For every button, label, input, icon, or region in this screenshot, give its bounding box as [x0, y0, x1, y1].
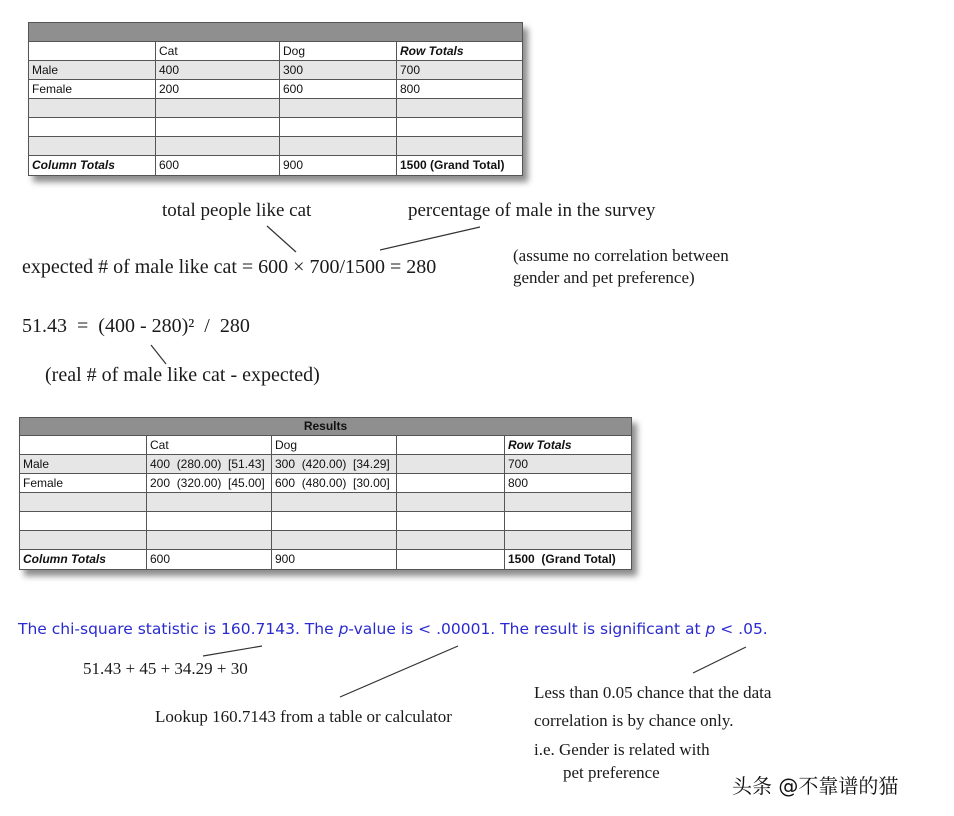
- column-totals-row: [29, 156, 523, 176]
- table-cell: [147, 493, 272, 512]
- lookup-note: Lookup 160.7143 from a table or calculator: [155, 707, 452, 726]
- table-row: [20, 531, 632, 550]
- table-cell: 700: [505, 455, 632, 474]
- table-row: [29, 137, 523, 156]
- result-text: < .05.: [715, 620, 768, 638]
- table-cell: [397, 493, 505, 512]
- significance-note-line2: correlation is by chance only.: [534, 711, 734, 730]
- header-cell: Row Totals: [505, 436, 632, 455]
- table-row: [20, 455, 632, 474]
- table-cell: [272, 493, 397, 512]
- chi-term-formula: 51.43 = (400 - 280)² / 280: [22, 315, 250, 337]
- table-cell: [20, 493, 147, 512]
- table-cell: 700: [397, 61, 523, 80]
- header-cell: Cat: [156, 42, 280, 61]
- table-row: [29, 118, 523, 137]
- table-cell: [147, 531, 272, 550]
- table-cell: [397, 531, 505, 550]
- table-title-bar: [20, 418, 632, 436]
- table-cell: 300: [280, 61, 397, 80]
- header-cell: [397, 436, 505, 455]
- assumption-note-line2: gender and pet preference): [513, 268, 695, 287]
- table-cell: [156, 137, 280, 156]
- pointer-line: [267, 226, 296, 252]
- table-cell: [505, 531, 632, 550]
- table-cell: [397, 455, 505, 474]
- table-cell: [397, 118, 523, 137]
- table-cell: 400: [156, 61, 280, 80]
- header-cell: Cat: [147, 436, 272, 455]
- total-people-like-cat-note: total people like cat: [162, 200, 312, 221]
- conclusion-line2: pet preference: [563, 763, 660, 782]
- table-cell: 400 (280.00) [51.43]: [147, 455, 272, 474]
- observed-table: [28, 22, 523, 176]
- chi-square-result-sentence: [18, 620, 768, 638]
- table-header-row: [29, 42, 523, 61]
- table-cell: 1500 (Grand Total): [397, 156, 523, 176]
- table-cell: [156, 118, 280, 137]
- pointer-line: [203, 646, 262, 656]
- table-title-bar: [29, 23, 523, 42]
- significance-note-line1: Less than 0.05 chance that the data: [534, 683, 772, 702]
- results-table-grid: [19, 417, 632, 570]
- table-cell: [147, 512, 272, 531]
- expected-formula: expected # of male like cat = 600 × 700/1500 = 280: [22, 256, 437, 278]
- table-cell: Male: [20, 455, 147, 474]
- table-cell: 600: [156, 156, 280, 176]
- table-cell: [397, 550, 505, 570]
- assumption-note-line1: (assume no correlation between: [513, 246, 729, 265]
- header-cell: Row Totals: [397, 42, 523, 61]
- table-cell: [397, 474, 505, 493]
- pointer-line: [380, 227, 480, 250]
- table-cell: 200: [156, 80, 280, 99]
- table-cell: 600: [147, 550, 272, 570]
- header-cell: [20, 436, 147, 455]
- percentage-male-note: percentage of male in the survey: [408, 200, 656, 221]
- table-cell: [20, 512, 147, 531]
- table-cell: Female: [29, 80, 156, 99]
- pointer-line: [693, 647, 746, 673]
- table-cell: [29, 137, 156, 156]
- table-cell: [280, 118, 397, 137]
- table-cell: 1500 (Grand Total): [505, 550, 632, 570]
- table-cell: [272, 531, 397, 550]
- table-cell: 600 (480.00) [30.00]: [272, 474, 397, 493]
- table-row: [20, 512, 632, 531]
- table-cell: Column Totals: [20, 550, 147, 570]
- table-cell: [29, 118, 156, 137]
- table-cell: [505, 493, 632, 512]
- result-text: The chi-square statistic is 160.7143. The: [18, 620, 339, 638]
- table-cell: Column Totals: [29, 156, 156, 176]
- table-cell: 300 (420.00) [34.29]: [272, 455, 397, 474]
- watermark: 头条 @不靠谱的猫: [732, 774, 899, 798]
- real-minus-expected-note: (real # of male like cat - expected): [45, 364, 320, 386]
- table-row: [20, 474, 632, 493]
- observed-table-grid: [28, 22, 523, 176]
- table-cell: 800: [397, 80, 523, 99]
- table-cell: [272, 512, 397, 531]
- table-row: [29, 80, 523, 99]
- result-p-symbol: p: [338, 620, 349, 638]
- pointer-line: [151, 345, 166, 364]
- table-row: [20, 493, 632, 512]
- table-cell: [397, 99, 523, 118]
- column-totals-row: [20, 550, 632, 570]
- table-cell: 600: [280, 80, 397, 99]
- conclusion-line1: i.e. Gender is related with: [534, 740, 710, 759]
- table-row: [29, 99, 523, 118]
- table-cell: [280, 137, 397, 156]
- result-p-symbol: p: [705, 620, 716, 638]
- table-cell: Male: [29, 61, 156, 80]
- header-cell: Dog: [280, 42, 397, 61]
- table-cell: [156, 99, 280, 118]
- header-cell: [29, 42, 156, 61]
- table-cell: 200 (320.00) [45.00]: [147, 474, 272, 493]
- table-header-row: [20, 436, 632, 455]
- table-cell: [505, 512, 632, 531]
- result-text: -value is < .00001. The result is significant at: [348, 620, 706, 638]
- sum-formula: 51.43 + 45 + 34.29 + 30: [83, 659, 248, 678]
- results-table: [19, 417, 632, 570]
- results-title: Results: [20, 418, 632, 436]
- table-cell: [397, 512, 505, 531]
- pointer-line: [340, 646, 458, 697]
- table-cell: Female: [20, 474, 147, 493]
- table-cell: [397, 137, 523, 156]
- table-cell: 900: [272, 550, 397, 570]
- table-cell: [280, 99, 397, 118]
- header-cell: Dog: [272, 436, 397, 455]
- table-row: [29, 61, 523, 80]
- table-cell: [29, 99, 156, 118]
- table-cell: [20, 531, 147, 550]
- table-cell: 900: [280, 156, 397, 176]
- table-cell: 800: [505, 474, 632, 493]
